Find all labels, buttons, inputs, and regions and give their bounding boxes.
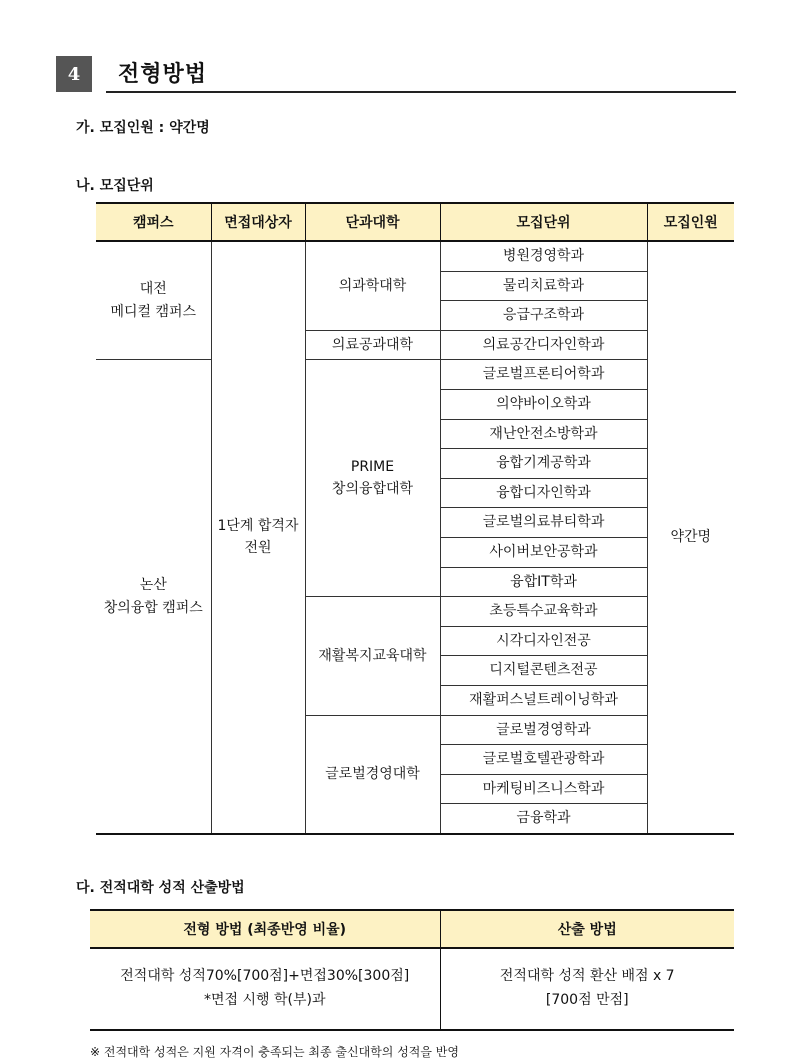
department-cell: 재난안전소방학과 (440, 419, 647, 449)
recruit-count-heading: 가. 모집인원 : 약간명 (76, 120, 210, 136)
section-rule (106, 91, 736, 93)
table-row (96, 360, 734, 390)
calc-line1: 전적대학 성적 환산 배점 x 7 (499, 968, 675, 985)
department-cell: 디지털콘텐츠전공 (440, 656, 647, 686)
campus-daejeon-line2: 메디컬 캠퍼스 (110, 303, 197, 320)
header-college: 단과대학 (305, 203, 440, 241)
college-rehab: 재활복지교육대학 (305, 597, 440, 715)
college-prime (305, 360, 440, 597)
department-cell: 병원경영학과 (440, 241, 647, 271)
table-row (90, 948, 734, 1030)
department-cell: 글로벌경영학과 (440, 715, 647, 745)
campus-nonsan-line2: 창의융합 캠퍼스 (103, 599, 203, 616)
department-cell: 의약바이오학과 (440, 389, 647, 419)
department-cell: 금융학과 (440, 804, 647, 834)
method-line2: *면접 시행 학(부)과 (204, 992, 326, 1008)
interviewee-line2: 전원 (244, 540, 272, 557)
header-method: 전형 방법 (최종반영 비율) (90, 910, 440, 948)
interviewee-cell (211, 241, 305, 834)
college-medical-science: 의과학대학 (305, 241, 440, 330)
section-header (56, 56, 736, 96)
department-cell: 사이버보안공학과 (440, 537, 647, 567)
section-number: 4 (56, 56, 92, 92)
department-cell: 초등특수교육학과 (440, 597, 647, 627)
header-interviewee: 면접대상자 (211, 203, 305, 241)
table-header-row (96, 203, 734, 241)
department-cell: 글로벌의료뷰티학과 (440, 508, 647, 538)
department-cell: 의료공간디자인학과 (440, 330, 647, 360)
header-department: 모집단위 (440, 203, 647, 241)
calculation-cell (440, 948, 734, 1030)
recruit-count-cell: 약간명 (647, 241, 734, 834)
department-cell: 글로벌프론티어학과 (440, 360, 647, 390)
college-global: 글로벌경영대학 (305, 715, 440, 834)
college-prime-line1: PRIME (350, 458, 395, 475)
method-cell (90, 948, 440, 1030)
campus-daejeon (96, 241, 211, 360)
department-cell: 재활퍼스널트레이닝학과 (440, 685, 647, 715)
method-line1: 전적대학 성적70%[700점]+면접30%[300점] (120, 968, 410, 985)
header-count: 모집인원 (647, 203, 734, 241)
header-campus: 캠퍼스 (96, 203, 211, 241)
college-medical-engineering: 의료공과대학 (305, 330, 440, 360)
department-cell: 융합디자인학과 (440, 478, 647, 508)
table-row (96, 241, 734, 271)
table-header-row (90, 910, 734, 948)
campus-nonsan-line1: 논산 (139, 577, 167, 594)
department-cell: 글로벌호텔관광학과 (440, 745, 647, 775)
department-cell: 물리치료학과 (440, 271, 647, 301)
footnote: ※ 전적대학 성적은 지원 자격이 충족되는 최종 출신대학의 성적을 반영 (90, 1045, 459, 1059)
calc-heading: 다. 전적대학 성적 산출방법 (76, 880, 245, 896)
department-cell: 마케팅비즈니스학과 (440, 774, 647, 804)
interviewee-line1: 1단계 합격자 (217, 518, 299, 535)
department-cell: 시각디자인전공 (440, 626, 647, 656)
recruitment-units-table (96, 202, 734, 835)
campus-nonsan (96, 360, 211, 834)
grade-calculation-table (90, 909, 734, 1031)
department-cell: 융합기계공학과 (440, 449, 647, 479)
calc-line2: [700점 만점] (545, 992, 629, 1008)
units-heading: 나. 모집단위 (76, 178, 154, 194)
department-cell: 융합IT학과 (440, 567, 647, 597)
section-title: 전형방법 (118, 62, 208, 87)
college-prime-line2: 창의융합대학 (331, 481, 414, 498)
header-calculation: 산출 방법 (440, 910, 734, 948)
department-cell: 응급구조학과 (440, 301, 647, 331)
campus-daejeon-line1: 대전 (139, 281, 167, 298)
